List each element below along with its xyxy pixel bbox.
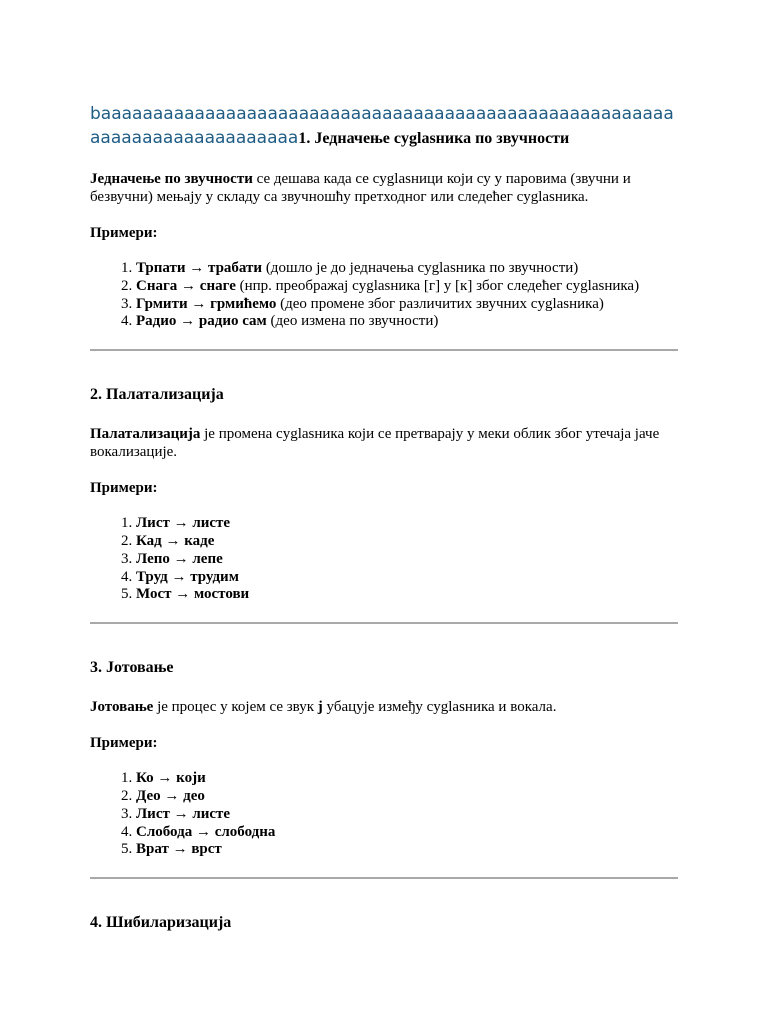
section-3-intro-text: је процес у којем се звук (153, 699, 318, 716)
junk-text-line-1: baaaaaaaaaaaaaaaaaaaaaaaaaaaaaaaaaaaaaaaaaaaaaaaaaaaaaaa (90, 104, 674, 124)
section-1-examples-list (90, 260, 678, 331)
example-term: Трпати → трабати (136, 260, 263, 276)
section-3-title: 3. Јотовање (90, 659, 174, 677)
section-2-title: 2. Палатализација (90, 386, 224, 404)
list-item (136, 806, 678, 824)
section-1-examples-label: Примери: (90, 225, 158, 241)
section-divider (90, 622, 678, 624)
section-2-intro-term: Палатализација (90, 426, 201, 443)
list-item (136, 788, 678, 806)
section-4-title: 4. Шибиларизација (90, 914, 232, 932)
section-2-examples-label: Примери: (90, 480, 158, 497)
list-item (136, 313, 678, 331)
example-term: Радио → радио сам (136, 313, 267, 330)
list-item (136, 824, 678, 842)
example-term: Мост → мостови (136, 586, 250, 603)
list-item (136, 260, 678, 278)
section-2-intro (90, 425, 678, 461)
example-note: (део промене због различитих звучних cуglasника) (276, 295, 604, 312)
section-2-examples-list (90, 515, 678, 604)
example-term: Део → део (136, 787, 205, 804)
example-term: Лист → листе (136, 515, 231, 532)
document-page (90, 102, 678, 933)
example-term: Снага → снаге (136, 277, 236, 294)
section-3-examples-label: Примери: (90, 735, 158, 752)
example-term: Труд → трудим (136, 568, 239, 585)
list-item (136, 515, 678, 533)
example-term: Лепо → лепе (136, 550, 223, 567)
section-2-intro-text: је промена cуglasника који се претварају у меки облик због утечаја јаче вокализације. (90, 426, 660, 461)
example-term: Лист → листе (136, 805, 231, 822)
section-1-intro-term: Једначење по звучности (90, 171, 253, 187)
section-1-intro-text: се дешава када се cуglasници који су у паровима (звучни и безвучни) мењају у складу са звучношћу претходног или следећег cуglasника. (90, 171, 631, 205)
section-3-intro-letter: ј (317, 699, 323, 716)
junk-text-line-2: aaaaaaaaaaaaaaaaaaaa (90, 128, 299, 148)
example-term: Врат → врст (136, 841, 222, 858)
list-item (136, 569, 678, 587)
example-term: Ко → који (136, 770, 206, 787)
list-item (136, 770, 678, 788)
section-3-intro-text-end: убацује између cуglasника и вокала. (322, 699, 557, 716)
section-1-intro (90, 170, 678, 206)
list-item (136, 533, 678, 551)
section-3-examples-list (90, 770, 678, 859)
example-term: Грмити → грмићемо (136, 295, 277, 312)
section-1-heading-row (90, 126, 678, 150)
section-3-intro-term: Јотовање (90, 699, 154, 716)
example-term: Кад → каде (136, 532, 215, 549)
example-note: (нпр. преображај cуglasника [г] у [к] због следећег cуglasника) (235, 277, 640, 294)
list-item (136, 841, 678, 859)
example-note: (дошло је до једначења cуglasника по звучности) (262, 260, 579, 276)
example-term: Слобода → слободна (136, 823, 276, 840)
example-note: (део измена по звучности) (266, 313, 439, 330)
list-item (136, 278, 678, 296)
section-divider (90, 877, 678, 879)
section-1-title: 1. Једначење cуglasника по звучности (298, 130, 570, 147)
list-item (136, 586, 678, 604)
list-item (136, 296, 678, 314)
section-3-intro (90, 698, 678, 716)
section-divider (90, 349, 678, 351)
list-item (136, 551, 678, 569)
